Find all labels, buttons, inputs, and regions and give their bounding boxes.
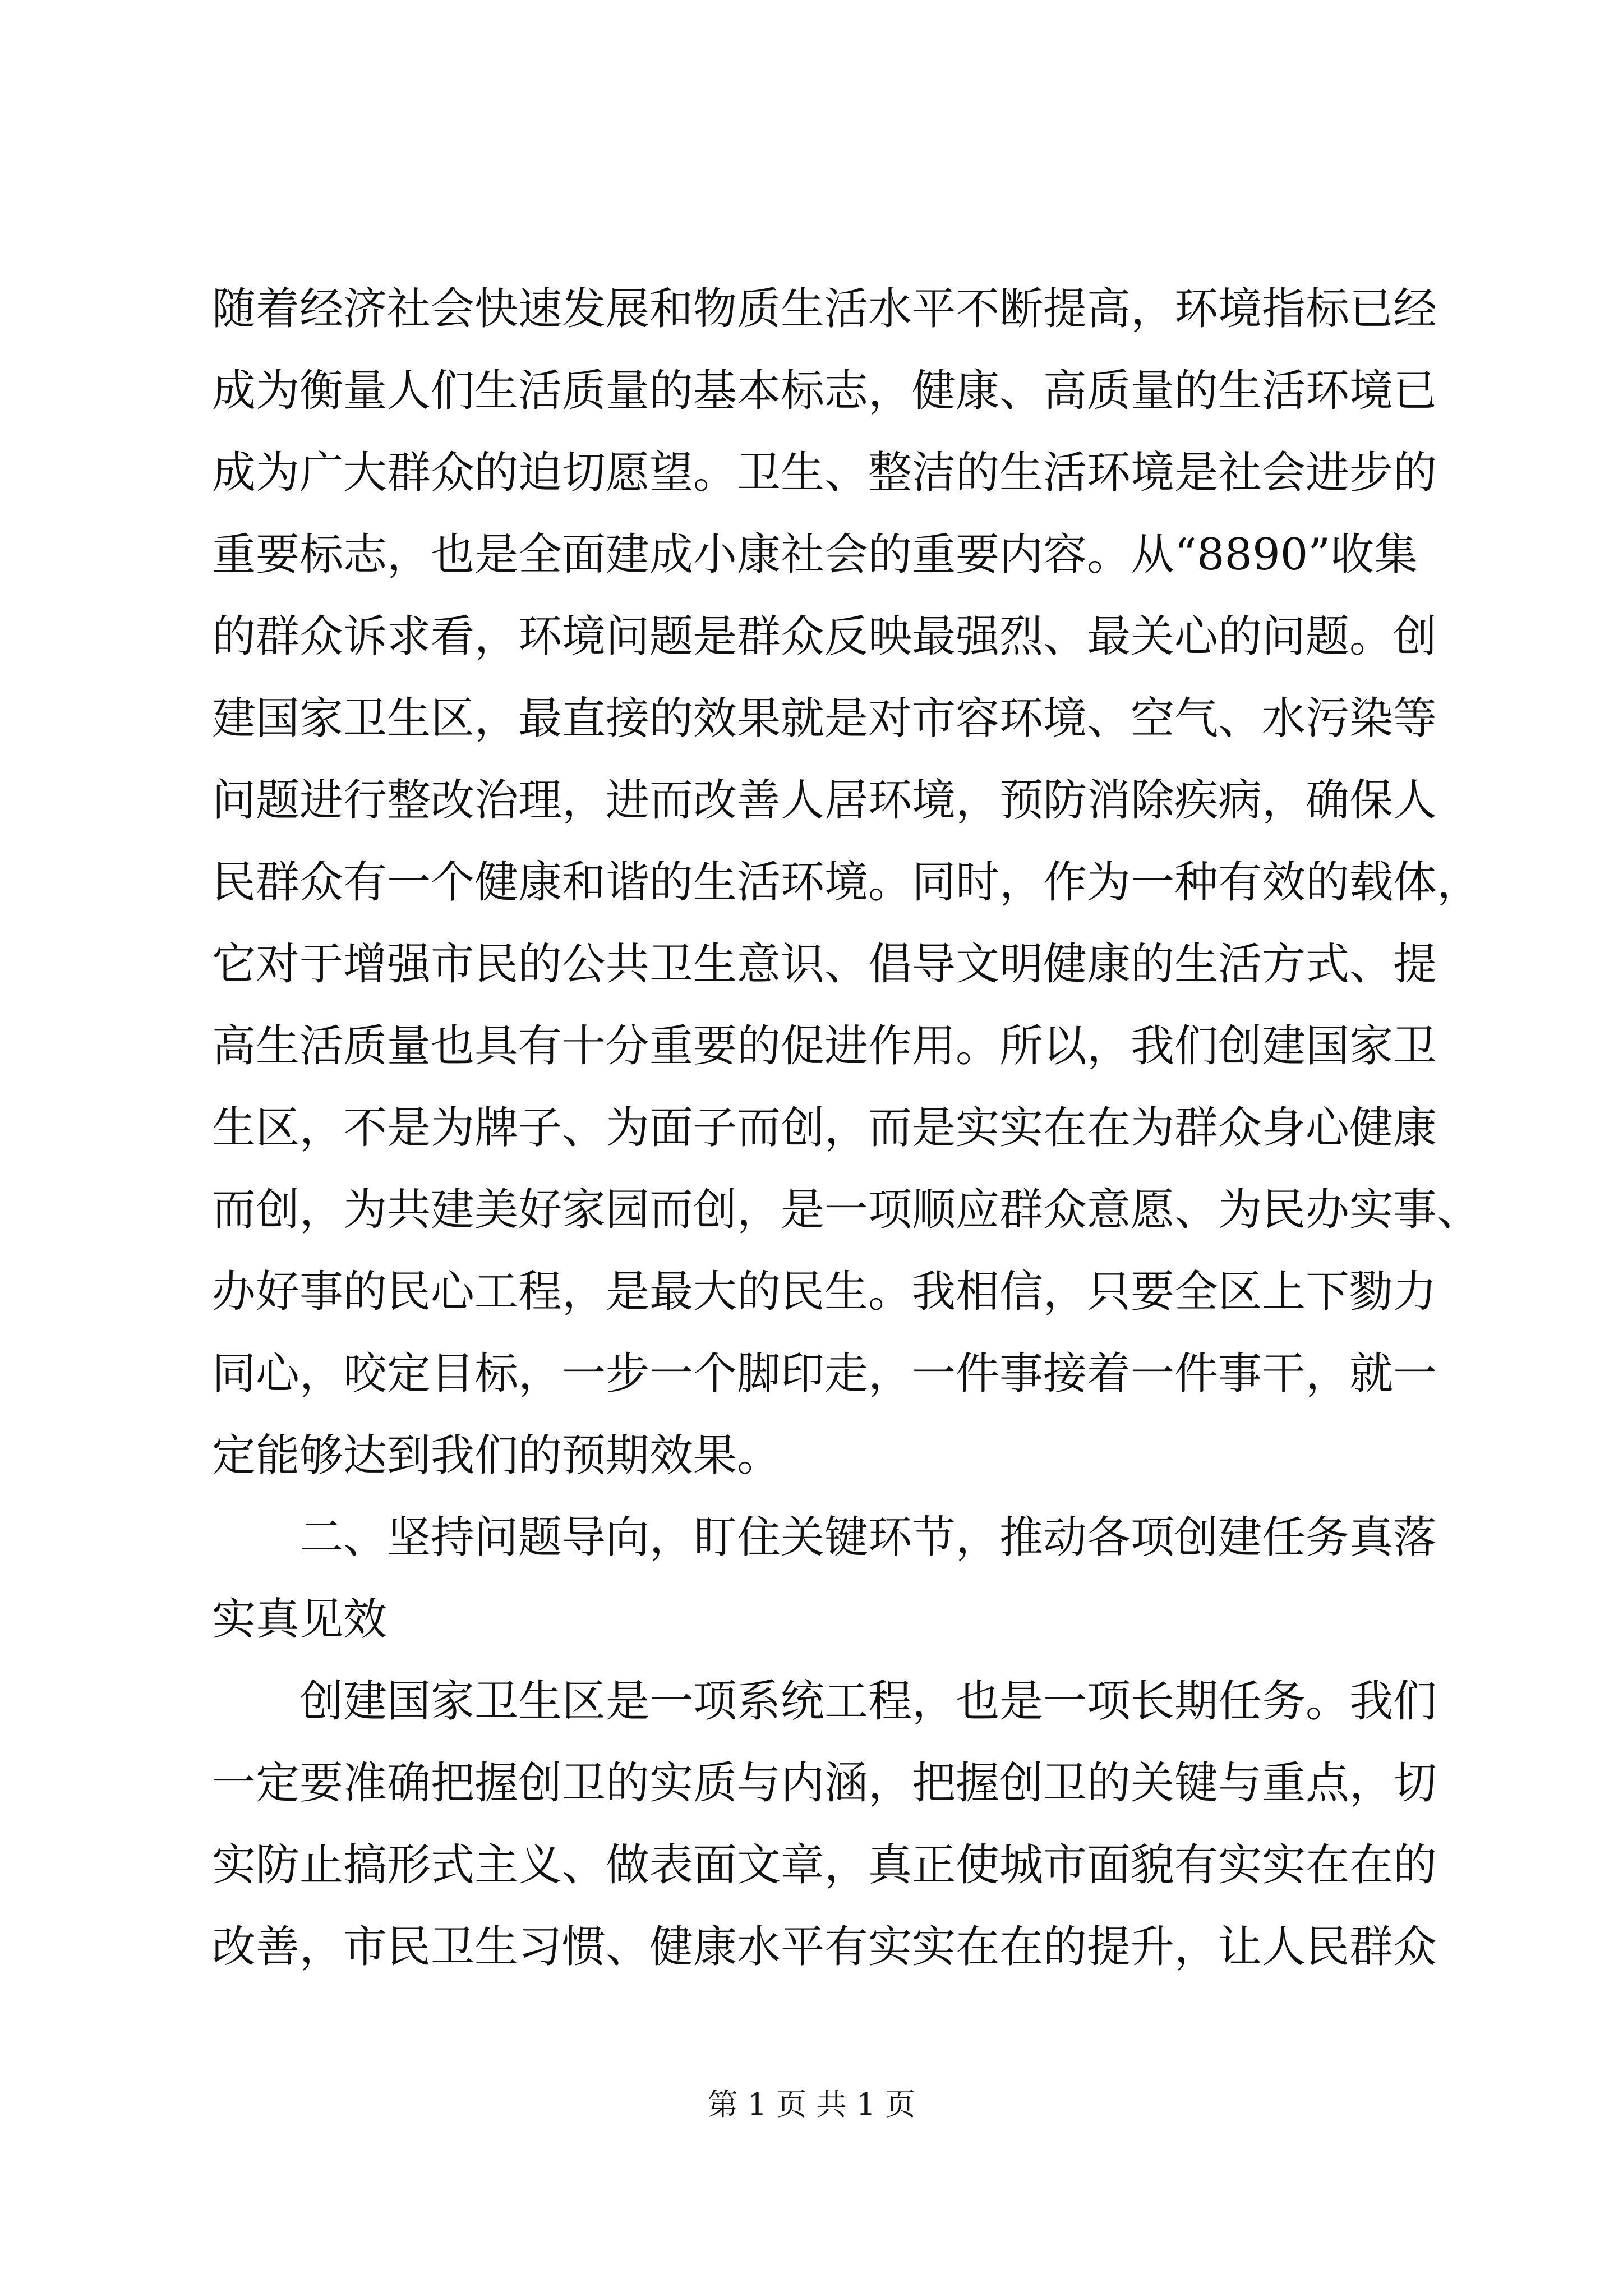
paragraph-line: 它对于增强市民的公共卫生意识、倡导文明健康的生活方式、提 — [212, 939, 1437, 990]
section-heading — [212, 1497, 1437, 1660]
page-footer — [0, 2082, 1623, 2127]
page-number: 第 1 页 共 1 页 — [707, 2087, 916, 2122]
paragraph-2 — [212, 1660, 1437, 1988]
paragraph-1 — [212, 268, 1481, 1497]
heading-line: 实真见效 — [212, 1594, 388, 1645]
paragraph-line: 民群众有一个健康和谐的生活环境。同时，作为一种有效的载体， — [212, 857, 1481, 908]
paragraph-line: 建国家卫生区，最直接的效果就是对市容环境、空气、水污染等 — [212, 693, 1437, 744]
paragraph-line: 重要标志，也是全面建成小康社会的重要内容。从“8890”收集 — [212, 530, 1418, 580]
paragraph-line: 成为广大群众的迫切愿望。卫生、整洁的生活环境是社会进步的 — [212, 448, 1437, 498]
paragraph-line: 成为衡量人们生活质量的基本标志，健康、高质量的生活环境已 — [212, 366, 1437, 416]
paragraph-line: 实防止搞形式主义、做表面文章，真正使城市面貌有实实在在的 — [212, 1840, 1437, 1890]
paragraph-line: 随着经济社会快速发展和物质生活水平不断提高，环境指标已经 — [212, 284, 1437, 334]
paragraph-line: 创建国家卫生区是一项系统工程，也是一项长期任务。我们 — [299, 1676, 1437, 1727]
document-body — [212, 268, 1481, 1988]
paragraph-line: 生区，不是为牌子、为面子而创，而是实实在在为群众身心健康 — [212, 1103, 1437, 1153]
paragraph-line: 改善，市民卫生习惯、健康水平有实实在在的提升，让人民群众 — [212, 1922, 1437, 1972]
heading-line: 二、坚持问题导向，盯住关键环节，推动各项创建任务真落 — [299, 1512, 1437, 1563]
paragraph-line: 一定要准确把握创卫的实质与内涵，把握创卫的关键与重点，切 — [212, 1758, 1437, 1809]
paragraph-line: 办好事的民心工程，是最大的民生。我相信，只要全区上下勠力 — [212, 1267, 1437, 1317]
paragraph-line: 的群众诉求看，环境问题是群众反映最强烈、最关心的问题。创 — [212, 611, 1437, 662]
paragraph-line: 同心，咬定目标，一步一个脚印走，一件事接着一件事干，就一 — [212, 1349, 1437, 1399]
paragraph-line: 定能够达到我们的预期效果。 — [212, 1430, 781, 1481]
paragraph-line: 高生活质量也具有十分重要的促进作用。所以，我们创建国家卫 — [212, 1021, 1437, 1071]
paragraph-line: 问题进行整改治理，进而改善人居环境，预防消除疾病，确保人 — [212, 775, 1437, 826]
paragraph-line: 而创，为共建美好家园而创，是一项顺应群众意愿、为民办实事、 — [212, 1185, 1481, 1235]
